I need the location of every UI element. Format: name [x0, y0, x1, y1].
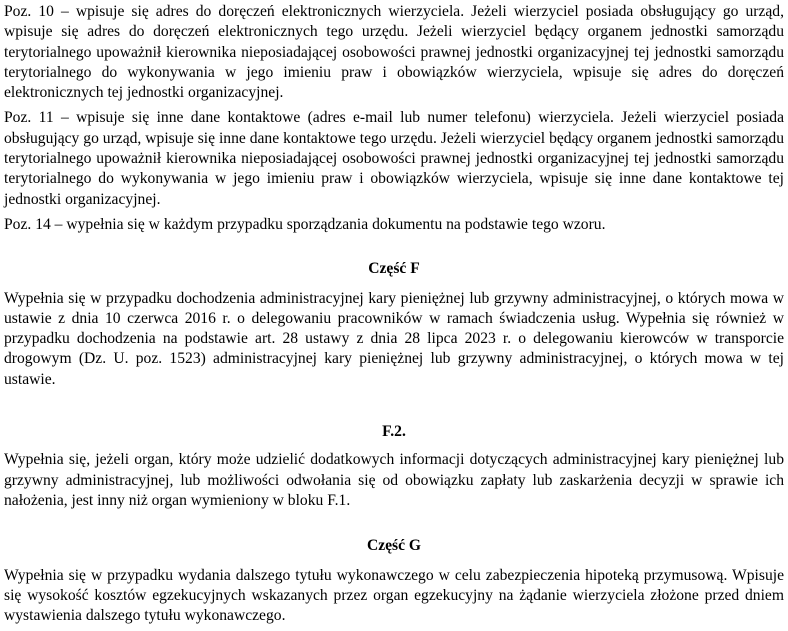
section-f2-body: Wypełnia się, jeżeli organ, który może udzielić dodatkowych informacji dotyczących administracyjnej kary pieniężnej lub grzywny administracyjnej, lub możliwości odwołania się od obowiązku zapłaty lub zaskarżenia decyzji w sprawie ich nałożenia, jest inny niż organ wymieniony w bloku F.1. [4, 451, 784, 509]
section-g-body: Wypełnia się w przypadku wydania dalszego tytułu wykonawczego w celu zabezpieczenia hipoteką przymusową. Wpisuje się wysokość kosztów egzekucyjnych wskazanych przez organ egzekucyjny na żądanie wierzyciela złożone przed dniem wystawienia dalszego tytułu wykonawczego. [4, 566, 784, 625]
section-f2-heading: F.2. [382, 423, 406, 441]
section-f-body: Wypełnia się w przypadku dochodzenia administracyjnej kary pieniężnej lub grzywny administracyjnej, o których mowa w ustawie z dnia 10 czerwca 2016 r. o delegowaniu pracowników w ramach świadczenia usług. Wypełnia się również w przypadku dochodzenia na podstawie art. 28 ustawy z dnia 28 lipca 2023 r. o delegowaniu kierowców w transporcie drogowym (Dz. U. poz. 1523) administracyjnej kary pieniężnej lub grzywny administracyjnej, o których mowa w tej ustawie. [4, 289, 784, 388]
section-f-heading: Część F [368, 260, 420, 278]
paragraph-poz-14: Poz. 14 – wypełnia się w każdym przypadku sporządzania dokumentu na podstawie tego wzoru. [4, 215, 606, 233]
section-g-heading: Część G [366, 537, 422, 555]
paragraph-poz-10: Poz. 10 – wpisuje się adres do doręczeń elektronicznych wierzyciela. Jeżeli wierzyciel posiada obsługujący go urząd, wpisuje się adres do doręczeń elektronicznych tego urzędu. Jeżeli wierzyciel będący organem jednostki samorządu terytorialnego upoważnił kierownika nieposiadającej osobowości prawnej jednostki organizacyjnej tej jednostki samorządu terytorialnego do wykonywania w jego imieniu praw i obowiązków wierzyciela, wpisuje się adres do doręczeń elektronicznych tej jednostki organizacyjnej. [4, 3, 784, 102]
paragraph-poz-11: Poz. 11 – wpisuje się inne dane kontaktowe (adres e-mail lub numer telefonu) wierzyciela. Jeżeli wierzyciel posiada obsługujący go urząd, wpisuje się inne dane kontaktowe tego urzędu. Jeżeli wierzyciel będący organem jednostki samorządu terytorialnego upoważnił kierownika nieposiadającej osobowości prawnej jednostki organizacyjnej tej jednostki samorządu terytorialnego do wykonywania w jego imieniu praw i obowiązków wierzyciela, wpisuje się inne dane kontaktowe tej jednostki organizacyjnej. [4, 109, 784, 208]
